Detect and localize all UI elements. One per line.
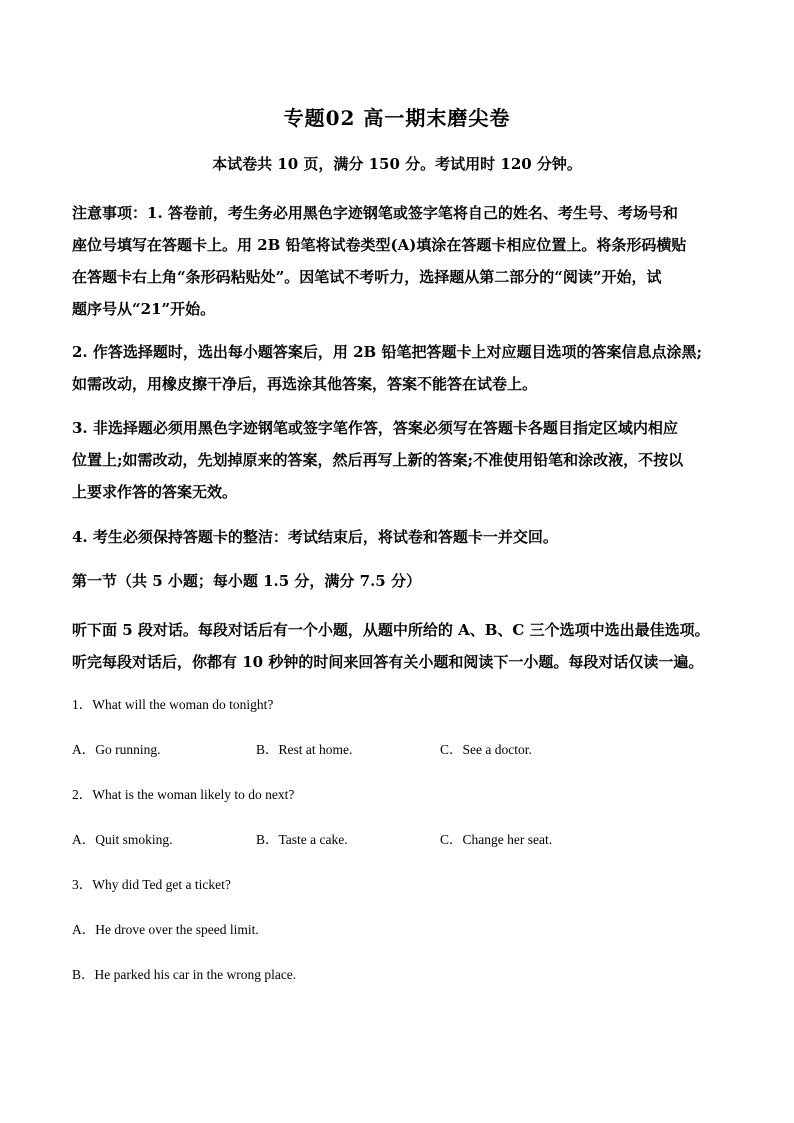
section-instructions (72, 614, 724, 678)
question-1-option-c: C．See a doctor. (440, 742, 532, 757)
question-1-option-a: A．Go running. (72, 742, 161, 757)
notes-line: 位置上;如需改动，先划掉原来的答案，然后再写上新的答案;不准使用铅笔和涂改液，不按以 (72, 451, 684, 469)
notes-paragraph-4 (72, 521, 724, 553)
question-3-option-b: B．He parked his car in the wrong place. (72, 967, 297, 982)
section-heading (72, 565, 724, 597)
notes-line: 上要求作答的答案无效。 (72, 483, 238, 501)
notes-paragraph-3 (72, 412, 724, 508)
question-2-option-b: B．Taste a cake. (256, 832, 348, 847)
question-2-option-c: C．Change her seat. (440, 832, 553, 847)
page-subtitle: 本试卷共 10 页，满分 150 分。考试用时 120 分钟。 (212, 155, 582, 173)
question-3-option-a: A．He drove over the speed limit. (72, 922, 259, 937)
notes-paragraph-1 (72, 197, 724, 325)
section-heading-text: 第一节（共 5 小题；每小题 1.5 分，满分 7.5 分） (72, 572, 421, 590)
notes-paragraph-2 (72, 336, 724, 400)
notes-line: 座位号填写在答题卡上。用 2B 铅笔将试卷类型(A)填涂在答题卡相应位置上。将条形码横贴 (72, 236, 687, 254)
notes-line: 如需改动，用橡皮擦干净后，再选涂其他答案，答案不能答在试卷上。 (72, 375, 538, 393)
question-1-stem: 1．What will the woman do tonight? (72, 697, 274, 712)
notes-line: 在答题卡右上角“条形码粘贴处”。因笔试不考听力，选择题从第二部分的“阅读”开始，试 (72, 268, 662, 286)
notes-line: 2. 作答选择题时，选出每小题答案后，用 2B 铅笔把答题卡上对应题目选项的答案信息点涂黑; (72, 343, 702, 361)
notes-line: 注意事项：1. 答卷前，考生务必用黑色字迹钢笔或签字笔将自己的姓名、考生号、考场号和 (72, 204, 678, 222)
notes-line: 4. 考生必须保持答题卡的整洁：考试结束后，将试卷和答题卡一并交回。 (72, 528, 558, 546)
instructions-line: 听完每段对话后，你都有 10 秒钟的时间来回答有关小题和阅读下一小题。每段对话仅读一遍。 (72, 653, 704, 671)
instructions-line: 听下面 5 段对话。每段对话后有一个小题，从题中所给的 A、B、C 三个选项中选出最佳选项。 (72, 621, 710, 639)
notes-line: 3. 非选择题必须用黑色字迹钢笔或签字笔作答，答案必须写在答题卡各题目指定区域内相应 (72, 419, 678, 437)
question-2-stem: 2．What is the woman likely to do next? (72, 787, 295, 802)
question-2-option-a: A．Quit smoking. (72, 832, 173, 847)
question-3-stem: 3．Why did Ted get a ticket? (72, 877, 231, 892)
page-title: 专题02 高一期末磨尖卷 (283, 106, 511, 130)
question-1-option-b: B．Rest at home. (256, 742, 353, 757)
notes-line: 题序号从“21”开始。 (72, 300, 216, 318)
